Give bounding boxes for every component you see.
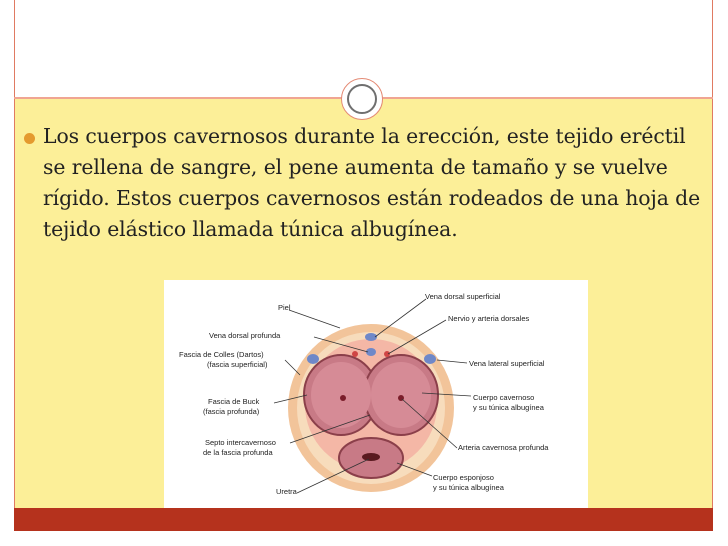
label-arteria-cavernosa: Arteria cavernosa profunda (458, 443, 549, 452)
label-vena-lateral: Vena lateral superficial (469, 359, 545, 368)
leader-vena-lateral (437, 360, 467, 363)
label-fascia-profunda: (fascia profunda) (203, 407, 260, 416)
label-cuerpo-esponjoso: Cuerpo esponjoso (433, 473, 494, 482)
vena-lateral-right (424, 354, 436, 364)
nervio-arteria-right (384, 351, 390, 357)
vena-lateral-left (307, 354, 319, 364)
label-cuerpo-cavernoso: Cuerpo cavernoso (473, 393, 535, 402)
label-fascia-superficial: (fascia superficial) (207, 360, 268, 369)
bullet-icon (24, 133, 35, 144)
footer-band (14, 508, 713, 531)
penis-cross-section-diagram (164, 280, 588, 508)
label-fascia-buck: Fascia de Buck (208, 397, 260, 406)
label-vena-dorsal-superficial: Vena dorsal superficial (425, 292, 501, 301)
leader-piel (289, 310, 340, 328)
uretra-lumen (362, 453, 380, 461)
label-fascia-colles: Fascia de Colles (Dartos) (179, 350, 264, 359)
label-nervio-arteria: Nervio y arteria dorsales (448, 314, 530, 323)
nervio-arteria-left (352, 351, 358, 357)
label-vena-dorsal-profunda: Vena dorsal profunda (209, 331, 281, 340)
circle-ornament-icon (341, 78, 383, 120)
label-uretra: Uretra (276, 487, 297, 496)
label-piel: Piel (278, 303, 291, 312)
label-tunica-albuginea-cavernoso: y su túnica albugínea (473, 403, 544, 412)
body-paragraph: Los cuerpos cavernosos durante la erección, este tejido eréctil se rellena de sangre, el pene aumenta de tamaño y se vuelve rígido. Estos cuerpos cavernosos están rodeados de una hoja de tejido elástico llamada túnica albugínea. (43, 124, 701, 241)
label-tunica-albuginea-esponjoso: y su túnica albugínea (433, 483, 504, 492)
arteria-cavernosa-left (340, 395, 346, 401)
ornament-inner-ring (347, 84, 377, 114)
label-septo-fascia: de la fascia profunda (203, 448, 273, 457)
label-septo: Septo intercavernoso (205, 438, 276, 447)
leader-fascia-colles (285, 360, 300, 375)
anatomy-figure (164, 280, 588, 508)
